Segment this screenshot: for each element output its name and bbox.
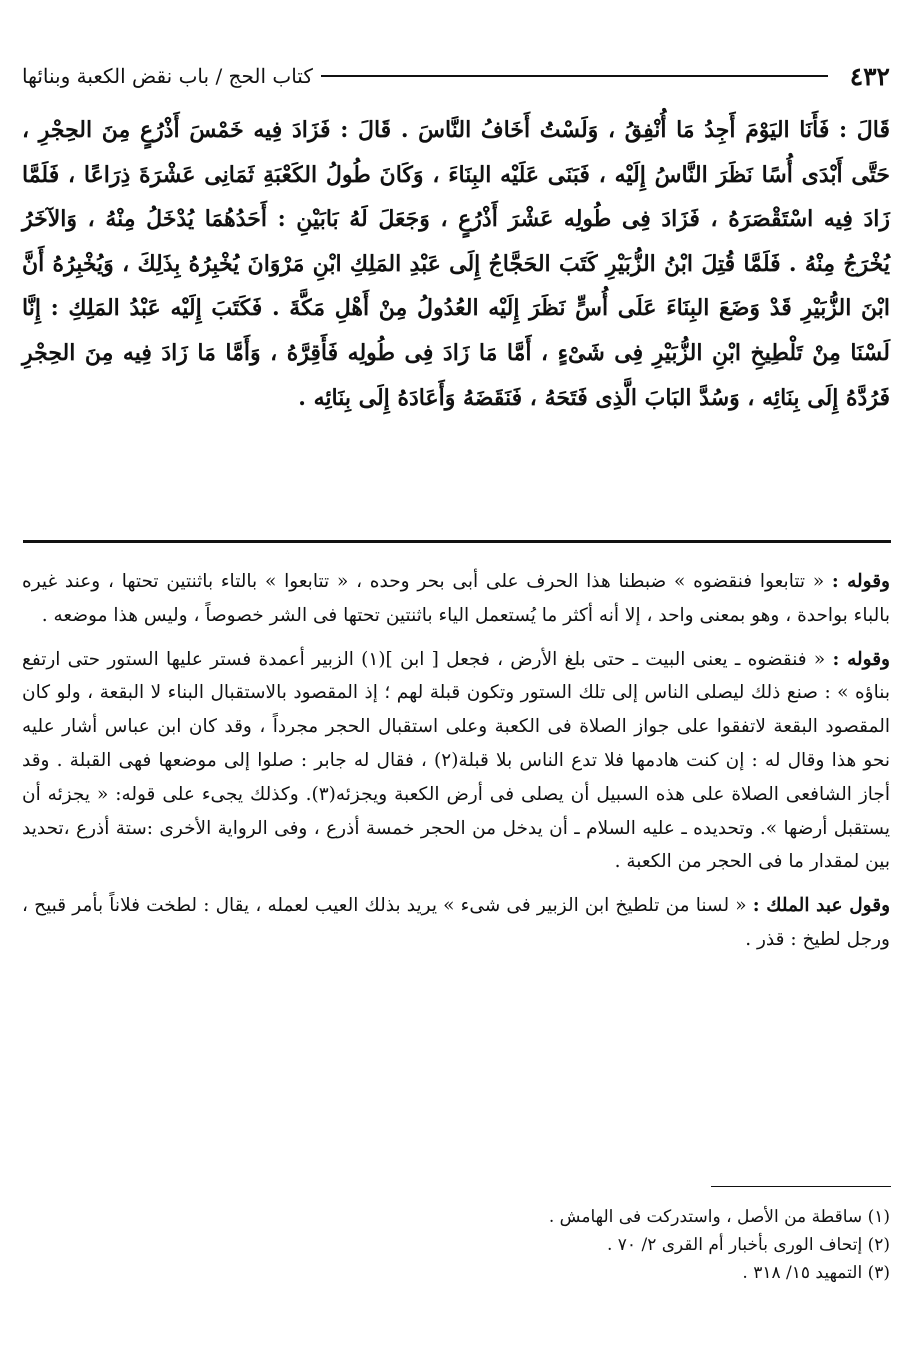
commentary-text: « لسنا من تلطيخ ابن الزبير فى شىء » يريد بذلك العيب لعمله ، يقال : لطخت فلاناً بأمر قبيح ، ورجل لطيخ : قذر . <box>22 895 890 950</box>
footnote: (٣) التمهيد ١٥/ ٣١٨ . <box>742 1263 890 1283</box>
page-number: ٤٣٢ <box>849 61 890 91</box>
commentary-lead: وقول عبد الملك : <box>752 895 890 917</box>
commentary-text: « فنقضوه ـ يعنى البيت ـ حتى بلغ الأرض ، فجعل [ ابن ](١) الزبير أعمدة فستر عليها الستور حتى ارتفع بناؤه » : صنع ذلك ليصلى الناس إلى تلك الستور وتكون قبلة لهم ؛ إذ المقصود بالاستقبال البناء لا البقعة ، ولو كان المقصود البقعة لاتفقوا على جواز الصلاة فى الكعبة وعلى استقبال الحجر مجرداً ، وقد كان ابن عباس أشار عليه نحو هذا وقال له : إن كنت هادمها فلا تدع الناس بلا قبلة(٢) ، فقال له جابر : صلوا إلى موضعها فهى القبلة . وقد أجاز الشافعى الصلاة على هذه السبيل أن يصلى فى أرض الكعبة ويجزئه(٣). وكذلك يجىء على قوله: « يجزئه أن يستقبل أرضها ». وتحديده ـ عليه السلام ـ أن يدخل من الحجر خمسة أذرع ، وفى الرواية الأخرى :ستة أذرع ،تحديد بين لمقدار ما فى الحجر من الكعبة . <box>22 648 890 873</box>
footnote-separator <box>711 1186 891 1187</box>
commentary-lead: وقوله : <box>831 571 890 592</box>
commentary-paragraph <box>22 565 890 633</box>
commentary <box>22 565 890 967</box>
hadith-text: قَالَ : فَأَنَا اليَوْمَ أَجِدُ مَا أُنْفِقُ ، وَلَسْتُ أَخَافُ النَّاسَ . قَالَ : فَزَادَ فِيه خَمْسَ أَذْرُعٍ مِنَ الحِجْرِ ، حَتَّى أَبْدَى أُسًا نَظَرَ النَّاسُ إِلَيْه ، فَبَنَى عَلَيْه البِنَاءَ ، وَكَانَ طُولُ الكَعْبَةِ ثَمَانِى عَشْرَةَ ذِرَاعًا ، فَلَمَّا زَادَ فِيه اسْتَقْصَرَهُ ، فَزَادَ فِى طُولِه عَشْرَ أَذْرُعٍ ، وَجَعَلَ لَهُ بَابَيْنِ : أَحَدُهُمَا يُدْخَلُ مِنْهُ ، وَالآخَرُ يُخْرَجُ مِنْهُ . فَلَمَّا قُتِلَ ابْنُ الزُّبَيْرِ كَتَبَ الحَجَّاجُ إِلَى عَبْدِ المَلِكِ ابْنِ مَرْوَانَ يُخْبِرُهُ بِذَلِكَ ، وَيُخْبِرُهُ أَنَّ ابْنَ الزُّبَيْرِ قَدْ وَضَعَ البِنَاءَ عَلَى أُسٍّ نَظَرَ إِلَيْه العُدُولُ مِنْ أَهْلِ مَكَّةَ . فَكَتَبَ إِلَيْه عَبْدُ المَلِكِ : إِنَّا لَسْنَا مِنْ تَلْطِيخِ ابْنِ الزُّبَيْرِ فِى شَىْءٍ ، أَمَّا مَا زَادَ فِى طُولِه فَأَقِرَّهُ ، وَأَمَّا مَا زَادَ فِيه مِنَ الحِجْرِ فَرُدَّهُ إِلَى بِنَائِه ، وَسُدَّ البَابَ الَّذِى فَتَحَهُ ، فَنَقَضَهُ وَأَعَادَهُ إِلَى بِنَائِه . <box>22 117 891 411</box>
commentary-lead: وقوله : <box>832 648 890 670</box>
footnote: (٢) إتحاف الورى بأخبار أم القرى ٢/ ٧٠ . <box>606 1235 890 1255</box>
commentary-text: « تتابعوا فنقضوه » ضبطنا هذا الحرف على أبى بحر وحده ، « تتابعوا » بالتاء باثنتين تحتها ، وعند غيره بالباء بواحدة ، وهو بمعنى واحد ، إلا أنه أكثر ما يُستعمل الياء باثنتين تحتها فى الشر خصوصاً ، وليس هذا موضعه . <box>22 571 890 626</box>
page-header <box>22 62 890 90</box>
footnotes <box>22 1203 890 1287</box>
section-separator <box>23 540 891 543</box>
footnote: (١) ساقطة من الأصل ، واستدركت فى الهامش . <box>548 1207 890 1227</box>
commentary-paragraph <box>22 889 890 957</box>
commentary-paragraph <box>22 643 890 880</box>
header-rule <box>321 75 828 77</box>
running-title: كتاب الحج / باب نقض الكعبة وبنائها <box>22 64 313 88</box>
